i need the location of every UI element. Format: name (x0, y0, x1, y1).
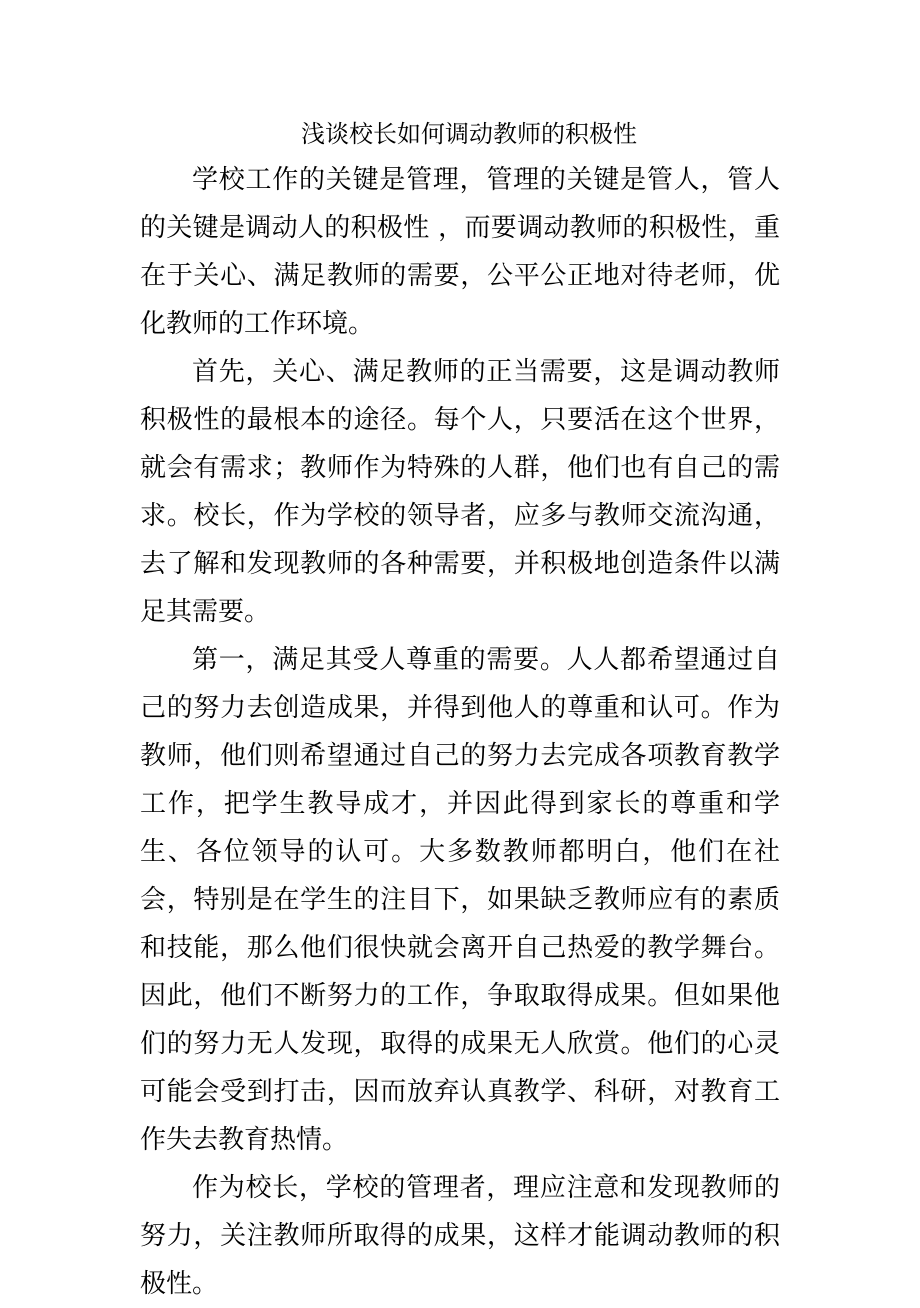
document-body (140, 112, 780, 1308)
paragraph-intro: 学校工作的关键是管理，管理的关键是管人，管人的关键是调动人的积极性 ，而要调动教师的积极性，重在于关心、满足教师的需要，公平公正地对待老师，优化教师的工作环境。 (140, 165, 780, 339)
paragraph-first: 首先，关心、满足教师的正当需要，这是调动教师积极性的最根本的途径。每个人，只要活在这个世界，就会有需求；教师作为特殊的人群，他们也有自己的需求。校长，作为学校的领导者，应多与教师交流沟通，去了解和发现教师的各种需要，并积极地创造条件以满足其需要。 (140, 357, 780, 627)
paragraph-principal-role: 作为校长，学校的管理者，理应注意和发现教师的努力，关注教师所取得的成果，这样才能调动教师的积极性。 (140, 1173, 780, 1299)
paragraph-respect-need: 第一，满足其受人尊重的需要。人人都希望通过自己的努力去创造成果，并得到他人的尊重和认可。作为教师，他们则希望通过自己的努力去完成各项教育教学工作，把学生教导成才，并因此得到家长的尊重和学生、各位领导的认可。大多数教师都明白，他们在社会，特别是在学生的注目下，如果缺乏教师应有的素质和技能，那么他们很快就会离开自己热爱的教学舞台。因此，他们不断努力的工作，争取取得成果。但如果他们的努力无人发现，取得的成果无人欣赏。他们的心灵可能会受到打击，因而放弃认真教学、科研，对教育工作失去教育热情。 (140, 645, 780, 1155)
document-title: 浅谈校长如何调动教师的积极性 (301, 120, 637, 148)
